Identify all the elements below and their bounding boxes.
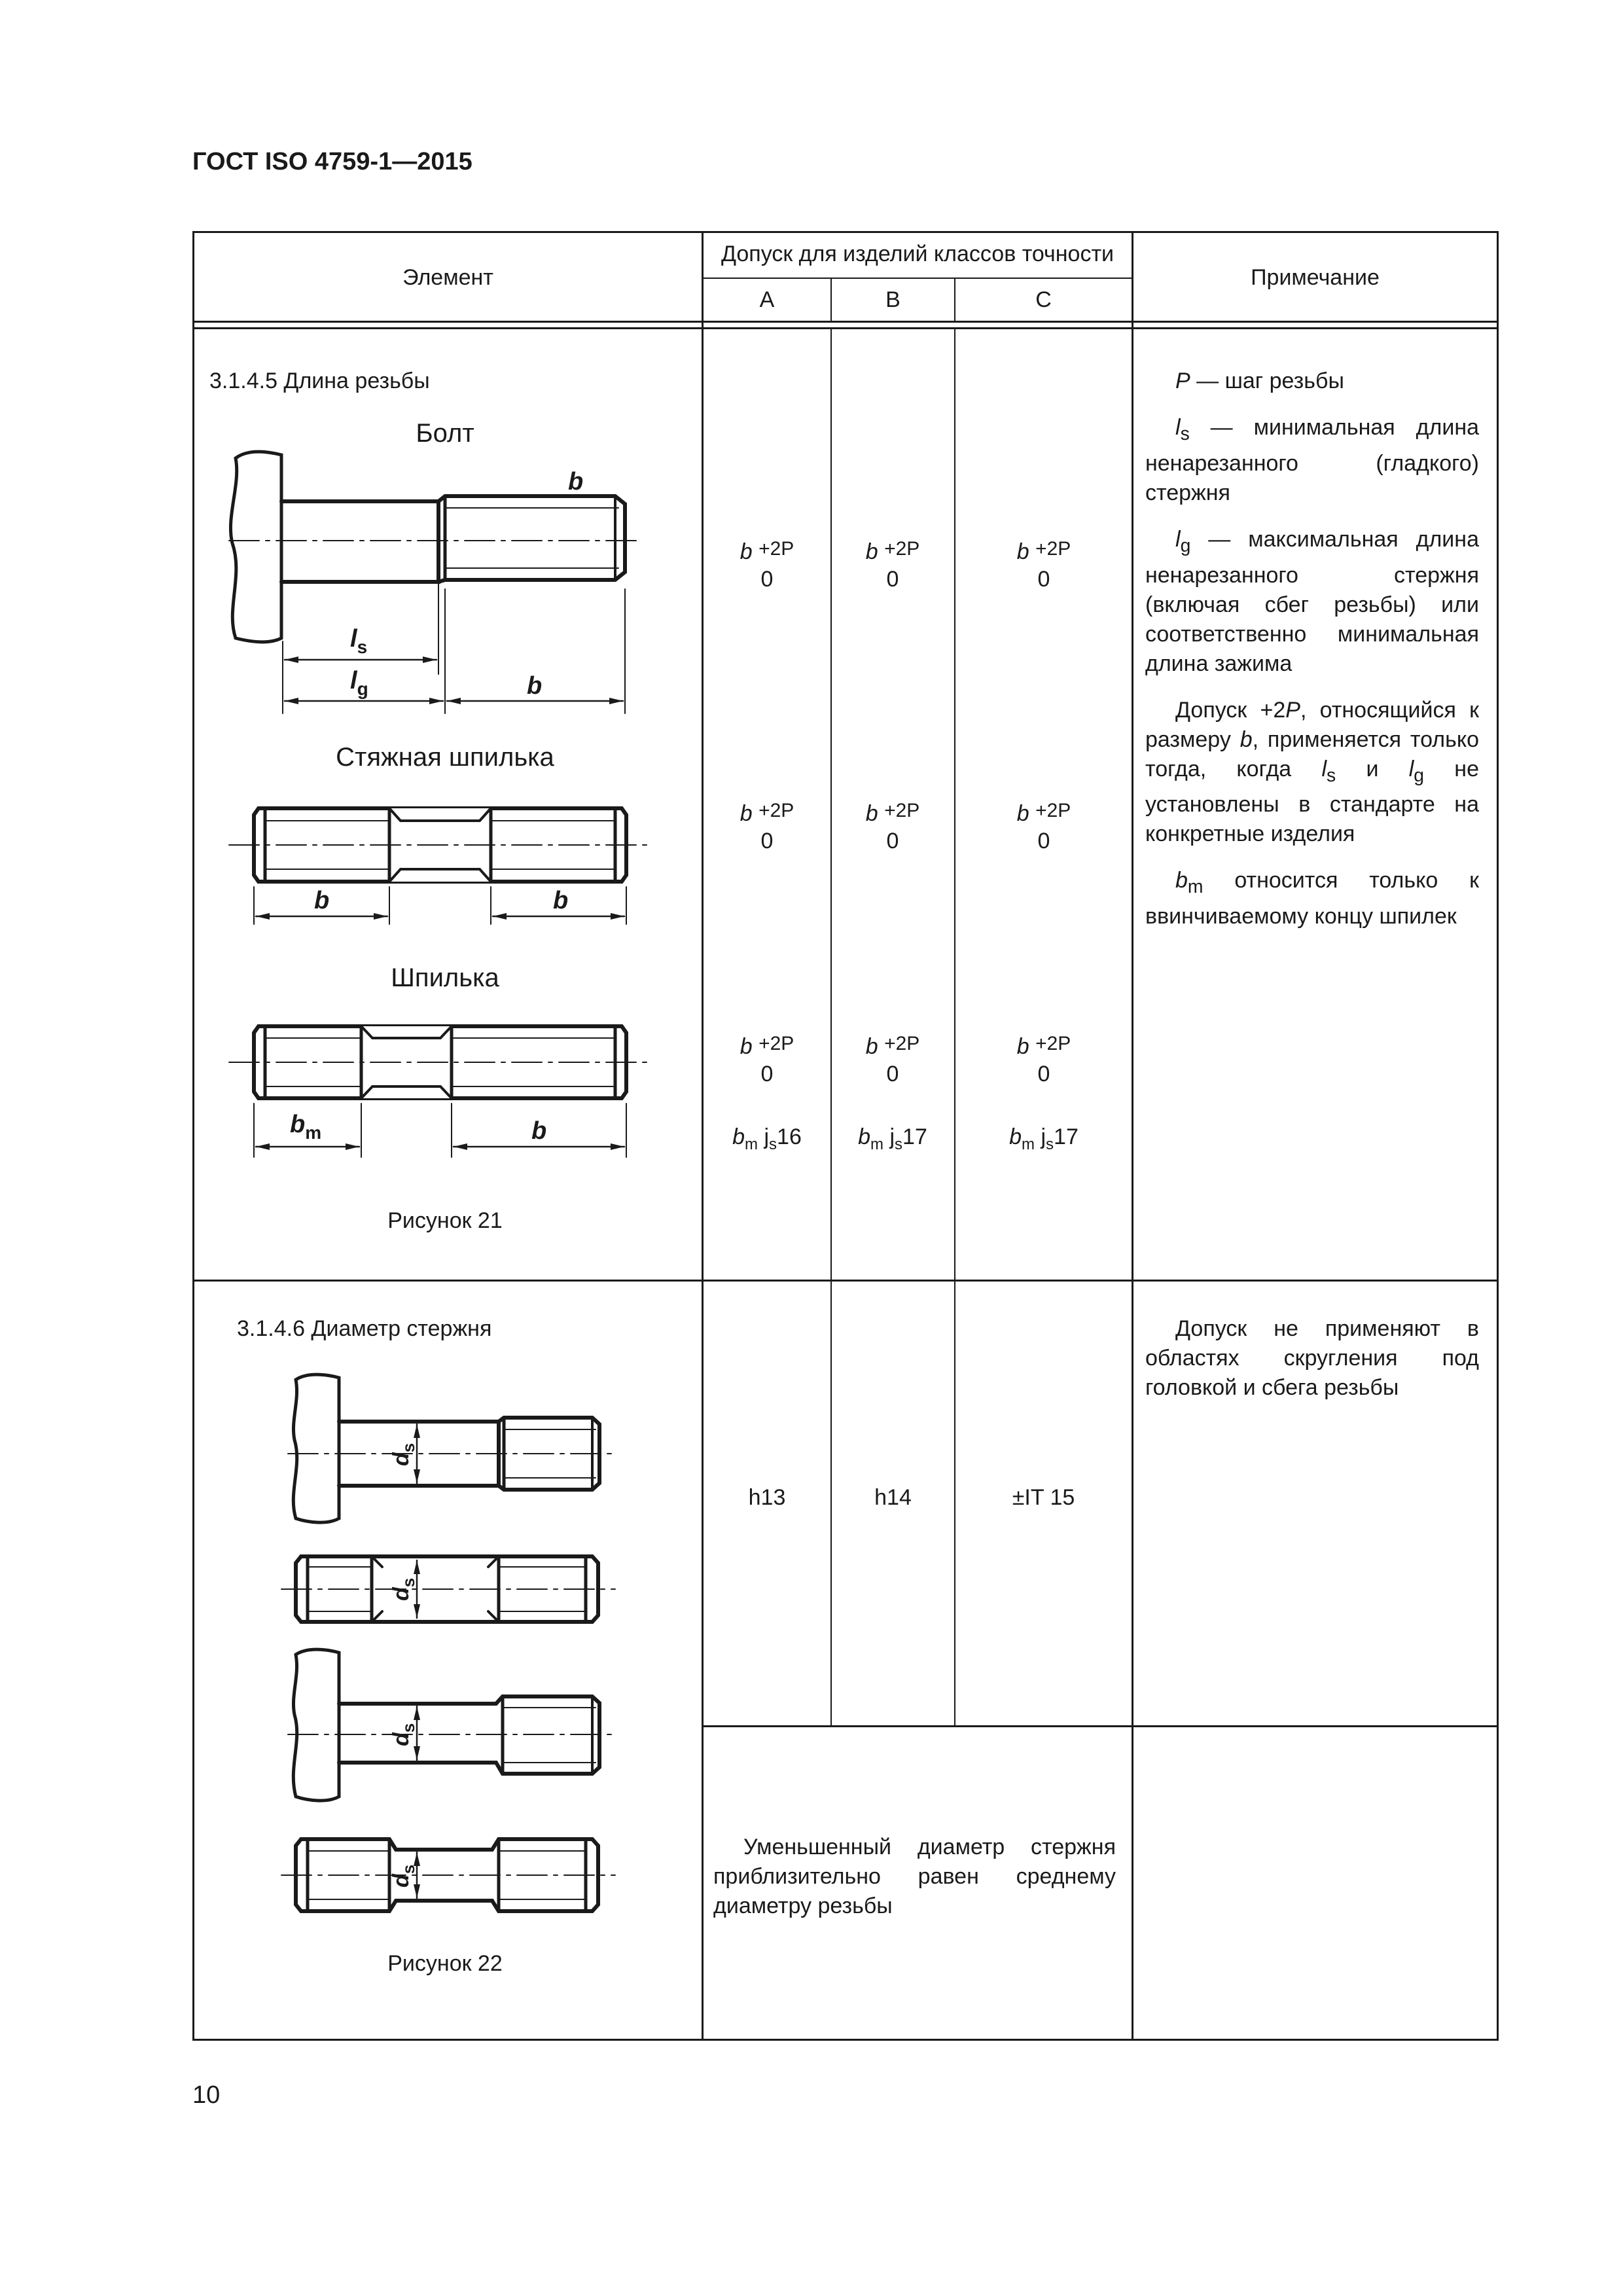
note-tolerance-2p: Допуск +2P, относящийся к размеру b, применяется только тогда, когда $l_s$ и $l_g$ не установлены в стандарте на конкретные изделия (1145, 697, 1480, 847)
diameter-stud-2 (281, 1839, 615, 1911)
diameter-stud-1 (281, 1556, 615, 1622)
dim-ds-1: $d_s$ (389, 1443, 418, 1466)
dim-b-bolt-top: b (568, 468, 584, 495)
tol-bm-c: $b_m$ $j_s17$ (1009, 1124, 1079, 1153)
page-number: 10 (192, 2081, 221, 2109)
tol-diam-a: h13 (748, 1485, 786, 1510)
header-class-c: C (1035, 287, 1052, 312)
fig-tie-rod-label: Стяжная шпилька (336, 743, 554, 772)
tol-bolt-a: b $^{+2P}$ 0 (740, 538, 794, 592)
header-tolerance: Допуск для изделий классов точности (721, 242, 1115, 266)
tol-bm-a: $b_m$ $j_s16$ (732, 1124, 802, 1153)
dim-bm: $b_m$ (290, 1111, 322, 1143)
note-pitch: P — шаг резьбы (1175, 368, 1344, 393)
dim-ds-4: $d_s$ (389, 1864, 418, 1888)
tol-tie-c: b $^{+2P}$ 0 (1016, 800, 1071, 853)
tol-stud-b: b $^{+2P}$ 0 (865, 1033, 920, 1086)
tol-diam-b: h14 (874, 1485, 912, 1510)
note-lg: $l_g$ — максимальная длина ненарезанного стержня (включая сбег резьбы) или соответственно минимальная длина зажима (1145, 526, 1479, 676)
document-title: ГОСТ ISO 4759-1—2015 (192, 148, 473, 175)
tol-tie-b: b $^{+2P}$ 0 (865, 800, 920, 853)
row2-title: 3.1.4.6 Диаметр стержня (237, 1316, 492, 1341)
tol-stud-c: b $^{+2P}$ 0 (1016, 1033, 1071, 1086)
fig-bolt-label: Болт (416, 419, 474, 448)
fig-stud-label: Шпилька (391, 963, 499, 992)
dim-b-bolt: b (527, 672, 543, 700)
dim-b-tie-left: b (314, 887, 330, 914)
diameter-bolt-1 (288, 1374, 615, 1522)
header-element: Элемент (402, 265, 493, 290)
figure-22-caption: Рисунок 22 (387, 1951, 503, 1976)
note-ls: $l_s$ — минимальная длина ненарезанного (гладкого) стержня (1145, 415, 1479, 505)
tie-rod-drawing (229, 808, 648, 924)
dim-ls: $l_s$ (350, 625, 368, 657)
tol-bolt-c: b $^{+2P}$ 0 (1016, 538, 1071, 592)
header-class-a: A (759, 287, 775, 312)
reduced-diameter-note: Уменьшенный диаметр стержня приблизительно равен среднему диаметру резьбы (713, 1835, 1116, 1918)
tol-stud-a: b $^{+2P}$ 0 (740, 1033, 794, 1086)
dim-b-stud: b (531, 1117, 547, 1145)
tol-bm-b: $b_m$ $j_s17$ (858, 1124, 927, 1153)
tol-diam-c: ±IT 15 (1012, 1485, 1075, 1510)
tol-bolt-b: b $^{+2P}$ 0 (865, 538, 920, 592)
dim-ds-3: $d_s$ (389, 1723, 418, 1746)
dim-lg: $l_g$ (350, 667, 368, 699)
header-note: Примечание (1251, 265, 1380, 290)
dim-b-tie-right: b (553, 887, 569, 914)
row1-title: 3.1.4.5 Длина резьбы (209, 368, 430, 393)
header-class-b: B (885, 287, 901, 312)
note-bm: $b_m$ относится только к ввинчиваемому концу шпилек (1145, 868, 1479, 929)
diameter-bolt-2 (288, 1649, 615, 1801)
row2-note: Допуск не применяют в областях скругления под головкой и сбега резьбы (1145, 1316, 1479, 1400)
dim-ds-2: $d_s$ (389, 1577, 418, 1601)
figure-21-caption: Рисунок 21 (387, 1208, 503, 1233)
tol-tie-a: b $^{+2P}$ 0 (740, 800, 794, 853)
